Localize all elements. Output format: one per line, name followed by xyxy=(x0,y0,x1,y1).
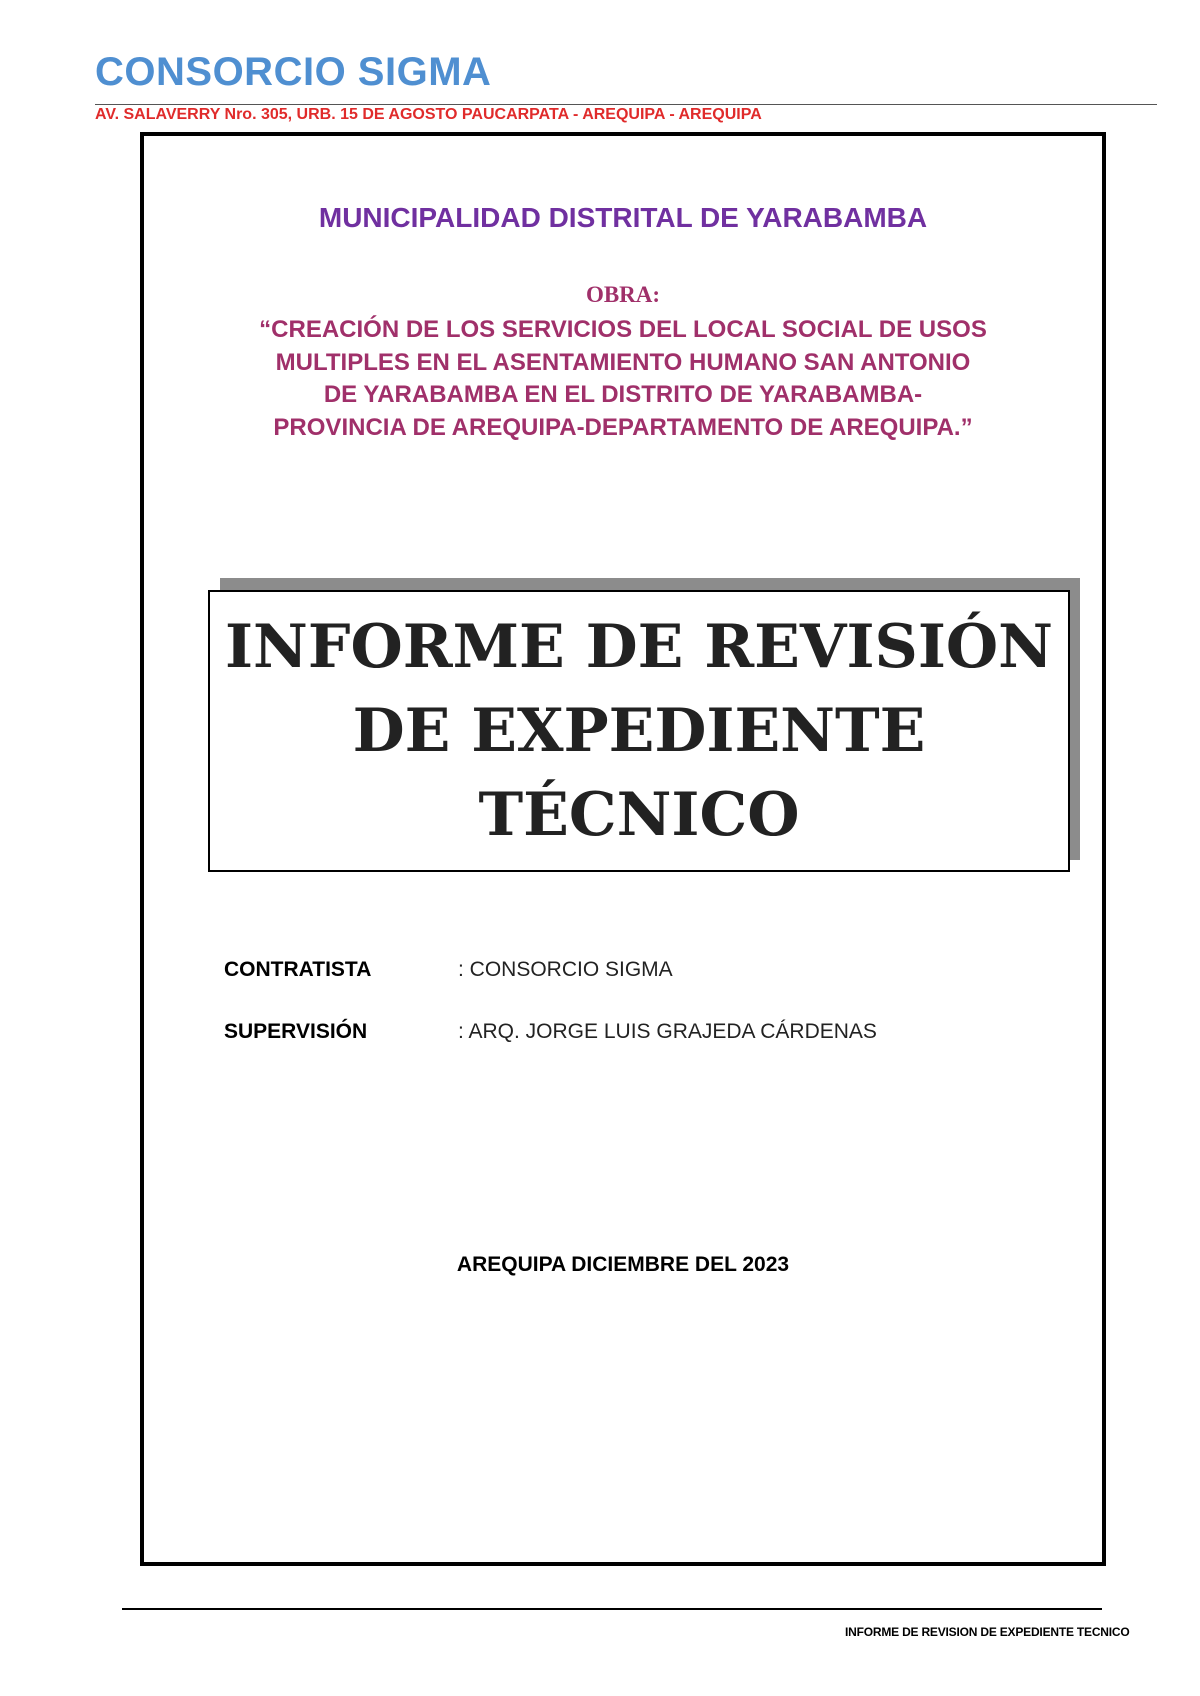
document-title-box xyxy=(208,590,1070,872)
cover-frame xyxy=(140,132,1106,1566)
municipality-title: MUNICIPALIDAD DISTRITAL DE YARABAMBA xyxy=(318,202,928,233)
title-line: INFORME DE REVISIÓN xyxy=(224,612,1054,682)
footer-title: INFORME DE REVISION DE EXPEDIENTE TECNICO xyxy=(845,1625,1130,1639)
contractor-label: CONTRATISTA xyxy=(224,958,372,981)
title-line: DE EXPEDIENTE xyxy=(352,696,926,766)
company-name: CONSORCIO SIGMA xyxy=(95,50,492,94)
obra-line: DE YARABAMBA EN EL DISTRITO DE YARABAMBA- xyxy=(323,381,923,408)
obra-line: “CREACIÓN DE LOS SERVICIOS DEL LOCAL SOCIAL DE USOS xyxy=(259,316,987,343)
obra-description xyxy=(184,314,1062,444)
supervision-value: : ARQ. JORGE LUIS GRAJEDA CÁRDENAS xyxy=(458,1020,877,1043)
footer-divider xyxy=(122,1608,1102,1610)
title-line: TÉCNICO xyxy=(478,780,800,850)
place-date: AREQUIPA DICIEMBRE DEL 2023 xyxy=(456,1253,790,1276)
company-address: AV. SALAVERRY Nro. 305, URB. 15 DE AGOSTO PAUCARPATA - AREQUIPA - AREQUIPA xyxy=(95,106,762,123)
obra-line: MULTIPLES EN EL ASENTAMIENTO HUMANO SAN ANTONIO xyxy=(275,348,971,376)
contractor-value: : CONSORCIO SIGMA xyxy=(458,958,673,981)
header-divider xyxy=(95,104,1157,105)
document-title xyxy=(225,605,1053,857)
supervision-label: SUPERVISIÓN xyxy=(224,1020,368,1043)
obra-label: OBRA: xyxy=(585,282,661,307)
obra-line: PROVINCIA DE AREQUIPA-DEPARTAMENTO DE AREQUIPA.” xyxy=(273,413,973,441)
